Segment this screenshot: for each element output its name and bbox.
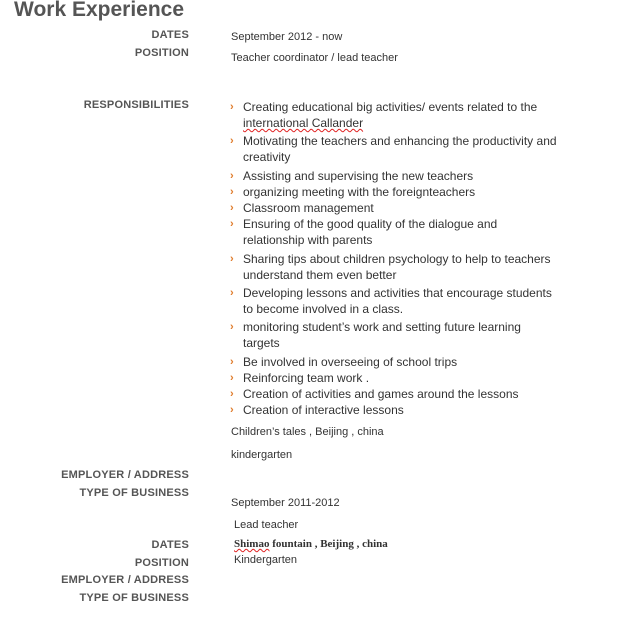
resp-line: organizing meeting with the foreignteachers [243, 185, 476, 199]
list-item [230, 251, 590, 283]
list-item [230, 200, 590, 216]
job2-position: Lead teacher [234, 519, 299, 531]
resp-line: targets [243, 336, 280, 350]
bullet-icon: › [230, 372, 234, 384]
resp-line: to become involved in a class. [243, 302, 404, 316]
resp-line: Motivating the teachers and enhancing the productivity and [243, 134, 557, 148]
bullet-icon: › [230, 356, 234, 368]
list-item [230, 386, 590, 402]
resp-line: Sharing tips about children psychology to help to teachers [243, 252, 551, 266]
resp-line: Creation of activities and games around the lessons [243, 387, 519, 401]
bullet-icon: › [230, 404, 234, 416]
bullet-icon: › [230, 202, 234, 214]
bullet-icon: › [230, 101, 234, 113]
job2-employer-name: Shimao [234, 538, 270, 550]
label-responsibilities: RESPONSIBILITIES [83, 99, 189, 111]
section-title: Work Experience [14, 0, 185, 21]
label-type-of-business-2: TYPE OF BUSINESS [79, 592, 189, 604]
label-type-of-business: TYPE OF BUSINESS [79, 487, 189, 499]
label-employer-address: EMPLOYER / ADDRESS [61, 469, 189, 481]
job2-employer-location: fountain , Beijing , china [269, 538, 388, 550]
resp-line: Classroom management [243, 201, 374, 215]
resp-line: creativity [243, 150, 291, 164]
list-item [230, 184, 590, 200]
bullet-icon: › [230, 135, 234, 147]
list-item [230, 370, 590, 386]
job1-position: Teacher coordinator / lead teacher [231, 52, 398, 64]
resp-line: Be involved in overseeing of school trips [243, 355, 458, 369]
resp-line: Reinforcing team work . [243, 371, 370, 385]
list-item [230, 319, 590, 351]
label-position-2: POSITION [134, 557, 189, 569]
resp-line: relationship with parents [243, 233, 373, 247]
list-item [230, 168, 590, 184]
list-item [230, 216, 590, 248]
bullet-icon: › [230, 218, 234, 230]
resp-line: Creation of interactive lessons [243, 403, 404, 417]
bullet-icon: › [230, 287, 234, 299]
bullet-icon: › [230, 170, 234, 182]
label-employer-address-2: EMPLOYER / ADDRESS [61, 574, 189, 586]
list-item [230, 99, 590, 131]
resp-line: understand them even better [243, 268, 397, 282]
responsibilities-list [230, 99, 590, 418]
resp-line: Creating educational big activities/ events related to the [243, 100, 538, 114]
job1-dates: September 2012 - now [231, 31, 343, 43]
job2-dates: September 2011-2012 [231, 497, 340, 509]
job2-employer [234, 538, 388, 550]
label-dates-2: DATES [151, 539, 189, 551]
resp-line-text: international Callander [243, 116, 364, 130]
job1-business: kindergarten [231, 449, 293, 461]
list-item [230, 354, 590, 370]
bullet-icon: › [230, 321, 234, 333]
bullet-icon: › [230, 388, 234, 400]
list-item [230, 133, 590, 165]
resp-line: monitoring student’s work and setting future learning [243, 320, 521, 334]
resp-line: Ensuring of the good quality of the dialogue and [243, 217, 498, 231]
label-position: POSITION [134, 47, 189, 59]
label-dates: DATES [151, 29, 189, 41]
bullet-icon: › [230, 186, 234, 198]
bullet-icon: › [230, 253, 234, 265]
resp-line: Assisting and supervising the new teachers [243, 169, 474, 183]
list-item [230, 402, 590, 418]
job2-business: Kindergarten [234, 554, 297, 566]
job1-employer: Children’s tales , Beijing , china [231, 426, 384, 438]
resp-line [243, 115, 590, 131]
resp-line: Developing lessons and activities that encourage students [243, 286, 552, 300]
list-item [230, 285, 590, 317]
